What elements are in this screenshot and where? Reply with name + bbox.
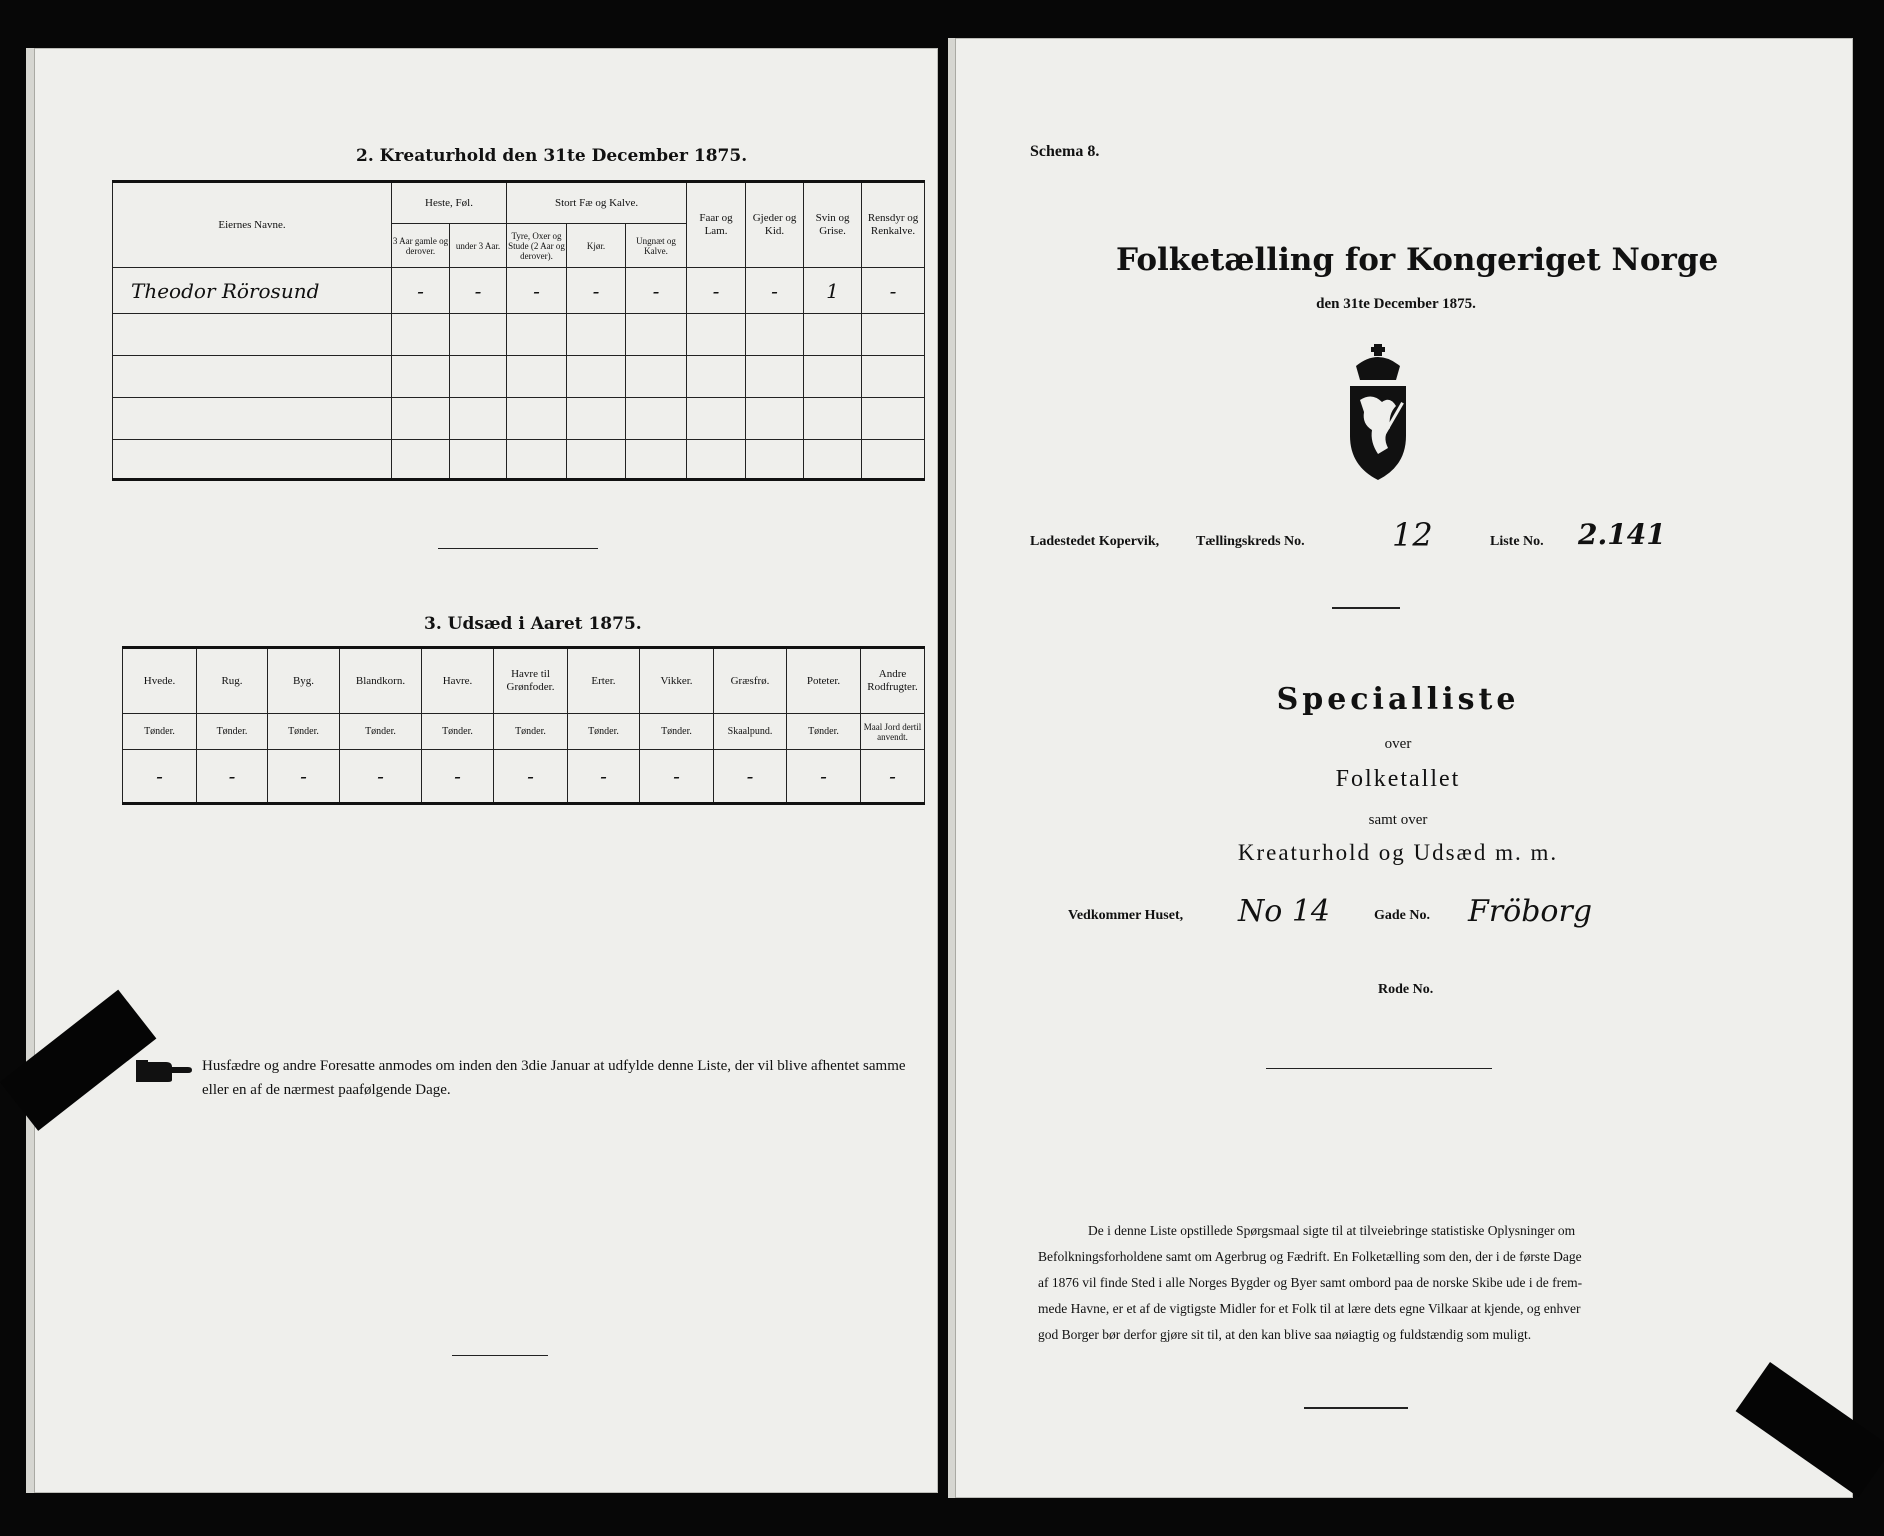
seed-header: Andre Rodfrugter. bbox=[861, 648, 925, 714]
table-cell: - bbox=[626, 268, 687, 314]
seed-header: Hvede. bbox=[123, 648, 197, 714]
street-value: Fröborg bbox=[1468, 894, 1593, 929]
seed-table bbox=[122, 646, 925, 805]
place-label: Ladestedet Kopervik, bbox=[1030, 534, 1160, 549]
samt-over-label: samt over bbox=[1368, 812, 1428, 828]
seed-header: Blandkorn. bbox=[340, 648, 422, 714]
house-label: Vedkommer Huset, bbox=[1068, 908, 1184, 923]
table-cell: - bbox=[861, 750, 925, 804]
heste-sub-header: 3 Aar gamle og derover. bbox=[392, 224, 450, 268]
table-cell: - bbox=[494, 750, 568, 804]
unit-label: Maal Jord dertil anvendt. bbox=[861, 714, 925, 750]
divider bbox=[1304, 1407, 1408, 1409]
list-number: 2.141 bbox=[1578, 518, 1666, 551]
seed-heading: 3. Udsæd i Aaret 1875. bbox=[424, 614, 642, 634]
seed-header: Byg. bbox=[268, 648, 340, 714]
right-page bbox=[948, 38, 1853, 1498]
table-row bbox=[123, 750, 925, 804]
divider bbox=[1266, 1068, 1492, 1069]
page-edge bbox=[26, 48, 35, 1493]
table-cell: - bbox=[862, 268, 925, 314]
unit-label: Tønder. bbox=[640, 714, 714, 750]
street-label: Gade No. bbox=[1374, 908, 1430, 923]
unit-label: Tønder. bbox=[340, 714, 422, 750]
livestock-table bbox=[112, 180, 925, 481]
table-cell: - bbox=[640, 750, 714, 804]
table-cell: - bbox=[340, 750, 422, 804]
unit-label: Tønder. bbox=[123, 714, 197, 750]
specialliste-title: Specialliste bbox=[1276, 682, 1520, 717]
table-row bbox=[113, 268, 925, 314]
list-label: Liste No. bbox=[1490, 534, 1544, 549]
table-cell: - bbox=[392, 268, 450, 314]
intro-paragraph bbox=[1038, 1218, 1838, 1348]
over-label: over bbox=[1384, 736, 1412, 752]
unit-label: Skaalpund. bbox=[714, 714, 787, 750]
table-cell: - bbox=[787, 750, 861, 804]
table-cell: - bbox=[123, 750, 197, 804]
seed-header: Rug. bbox=[197, 648, 268, 714]
page-edge bbox=[948, 38, 956, 1498]
table-row bbox=[113, 356, 925, 398]
pointing-hand-icon bbox=[136, 1056, 192, 1090]
table-cell: - bbox=[714, 750, 787, 804]
table-cell: - bbox=[197, 750, 268, 804]
seed-header: Græsfrø. bbox=[714, 648, 787, 714]
seed-header: Poteter. bbox=[787, 648, 861, 714]
table-row bbox=[113, 398, 925, 440]
seed-header: Havre. bbox=[422, 648, 494, 714]
seed-header: Vikker. bbox=[640, 648, 714, 714]
notice-text: Husfædre og andre Foresatte anmodes om inden den 3die Januar at udfylde denne Liste, der vil blive afhentet samme eller en af de nærmest paafølgende Dage. bbox=[202, 1058, 906, 1098]
intro-line: god Borger bør derfor gjøre sit til, at den kan blive saa nøiagtig og fuldstændig som muligt. bbox=[1038, 1327, 1532, 1342]
unit-label: Tønder. bbox=[568, 714, 640, 750]
unit-label: Tønder. bbox=[422, 714, 494, 750]
intro-line: mede Havne, er et af de vigtigste Midler for et Folk til at lære dets egne Vilkaar at kjende, og enhver bbox=[1038, 1301, 1581, 1316]
stort-sub-header: Tyre, Oxer og Stude (2 Aar og derover). bbox=[507, 224, 567, 268]
table-cell: - bbox=[568, 750, 640, 804]
unit-label: Tønder. bbox=[197, 714, 268, 750]
divider bbox=[1332, 607, 1400, 609]
table-cell: - bbox=[268, 750, 340, 804]
kreaturhold-label: Kreaturhold og Udsæd m. m. bbox=[1237, 840, 1559, 865]
faar-header: Faar og Lam. bbox=[687, 182, 746, 268]
district-number: 12 bbox=[1392, 516, 1433, 554]
intro-line: De i denne Liste opstillede Spørgsmaal sigte til at tilveiebringe statistiske Oplysninger om bbox=[1088, 1223, 1576, 1238]
owner-name: Theodor Rörosund bbox=[113, 268, 392, 314]
stort-header: Stort Fæ og Kalve. bbox=[507, 182, 687, 224]
unit-label: Tønder. bbox=[787, 714, 861, 750]
schema-label: Schema 8. bbox=[1030, 143, 1100, 160]
divider bbox=[438, 548, 598, 549]
svin-header: Svin og Grise. bbox=[804, 182, 862, 268]
left-page bbox=[26, 48, 938, 1493]
document-title: Folketælling for Kongeriget Norge bbox=[1116, 242, 1719, 278]
table-cell: - bbox=[746, 268, 804, 314]
heste-sub-header: under 3 Aar. bbox=[450, 224, 507, 268]
norwegian-coat-of-arms-icon bbox=[1330, 344, 1426, 488]
rode-label: Rode No. bbox=[1378, 982, 1434, 997]
livestock-heading: 2. Kreaturhold den 31te December 1875. bbox=[356, 146, 748, 166]
table-cell: - bbox=[422, 750, 494, 804]
folketallet-label: Folketallet bbox=[1335, 766, 1461, 792]
seed-header: Erter. bbox=[568, 648, 640, 714]
table-cell: - bbox=[687, 268, 746, 314]
table-row bbox=[113, 440, 925, 480]
census-date: den 31te December 1875. bbox=[1316, 296, 1476, 312]
seed-header: Havre til Grønfoder. bbox=[494, 648, 568, 714]
heste-header: Heste, Føl. bbox=[392, 182, 507, 224]
house-value: No 14 bbox=[1238, 894, 1331, 929]
divider bbox=[452, 1355, 548, 1356]
intro-line: Befolkningsforholdene samt om Agerbrug og Fædrift. En Folketælling som den, der i de første Dage bbox=[1038, 1249, 1582, 1264]
unit-label: Tønder. bbox=[494, 714, 568, 750]
table-cell: - bbox=[450, 268, 507, 314]
gjeder-header: Gjeder og Kid. bbox=[746, 182, 804, 268]
stort-sub-header: Ungnæt og Kalve. bbox=[626, 224, 687, 268]
table-cell: 1 bbox=[804, 268, 862, 314]
district-label: Tællingskreds No. bbox=[1196, 534, 1305, 549]
table-row bbox=[113, 314, 925, 356]
intro-line: af 1876 vil finde Sted i alle Norges Bygder og Byer samt ombord paa de norske Skibe ude i de frem- bbox=[1038, 1275, 1583, 1290]
unit-label: Tønder. bbox=[268, 714, 340, 750]
owner-header: Eiernes Navne. bbox=[113, 182, 392, 268]
table-cell: - bbox=[567, 268, 626, 314]
rensdyr-header: Rensdyr og Renkalve. bbox=[862, 182, 925, 268]
table-cell: - bbox=[507, 268, 567, 314]
stort-sub-header: Kjør. bbox=[567, 224, 626, 268]
